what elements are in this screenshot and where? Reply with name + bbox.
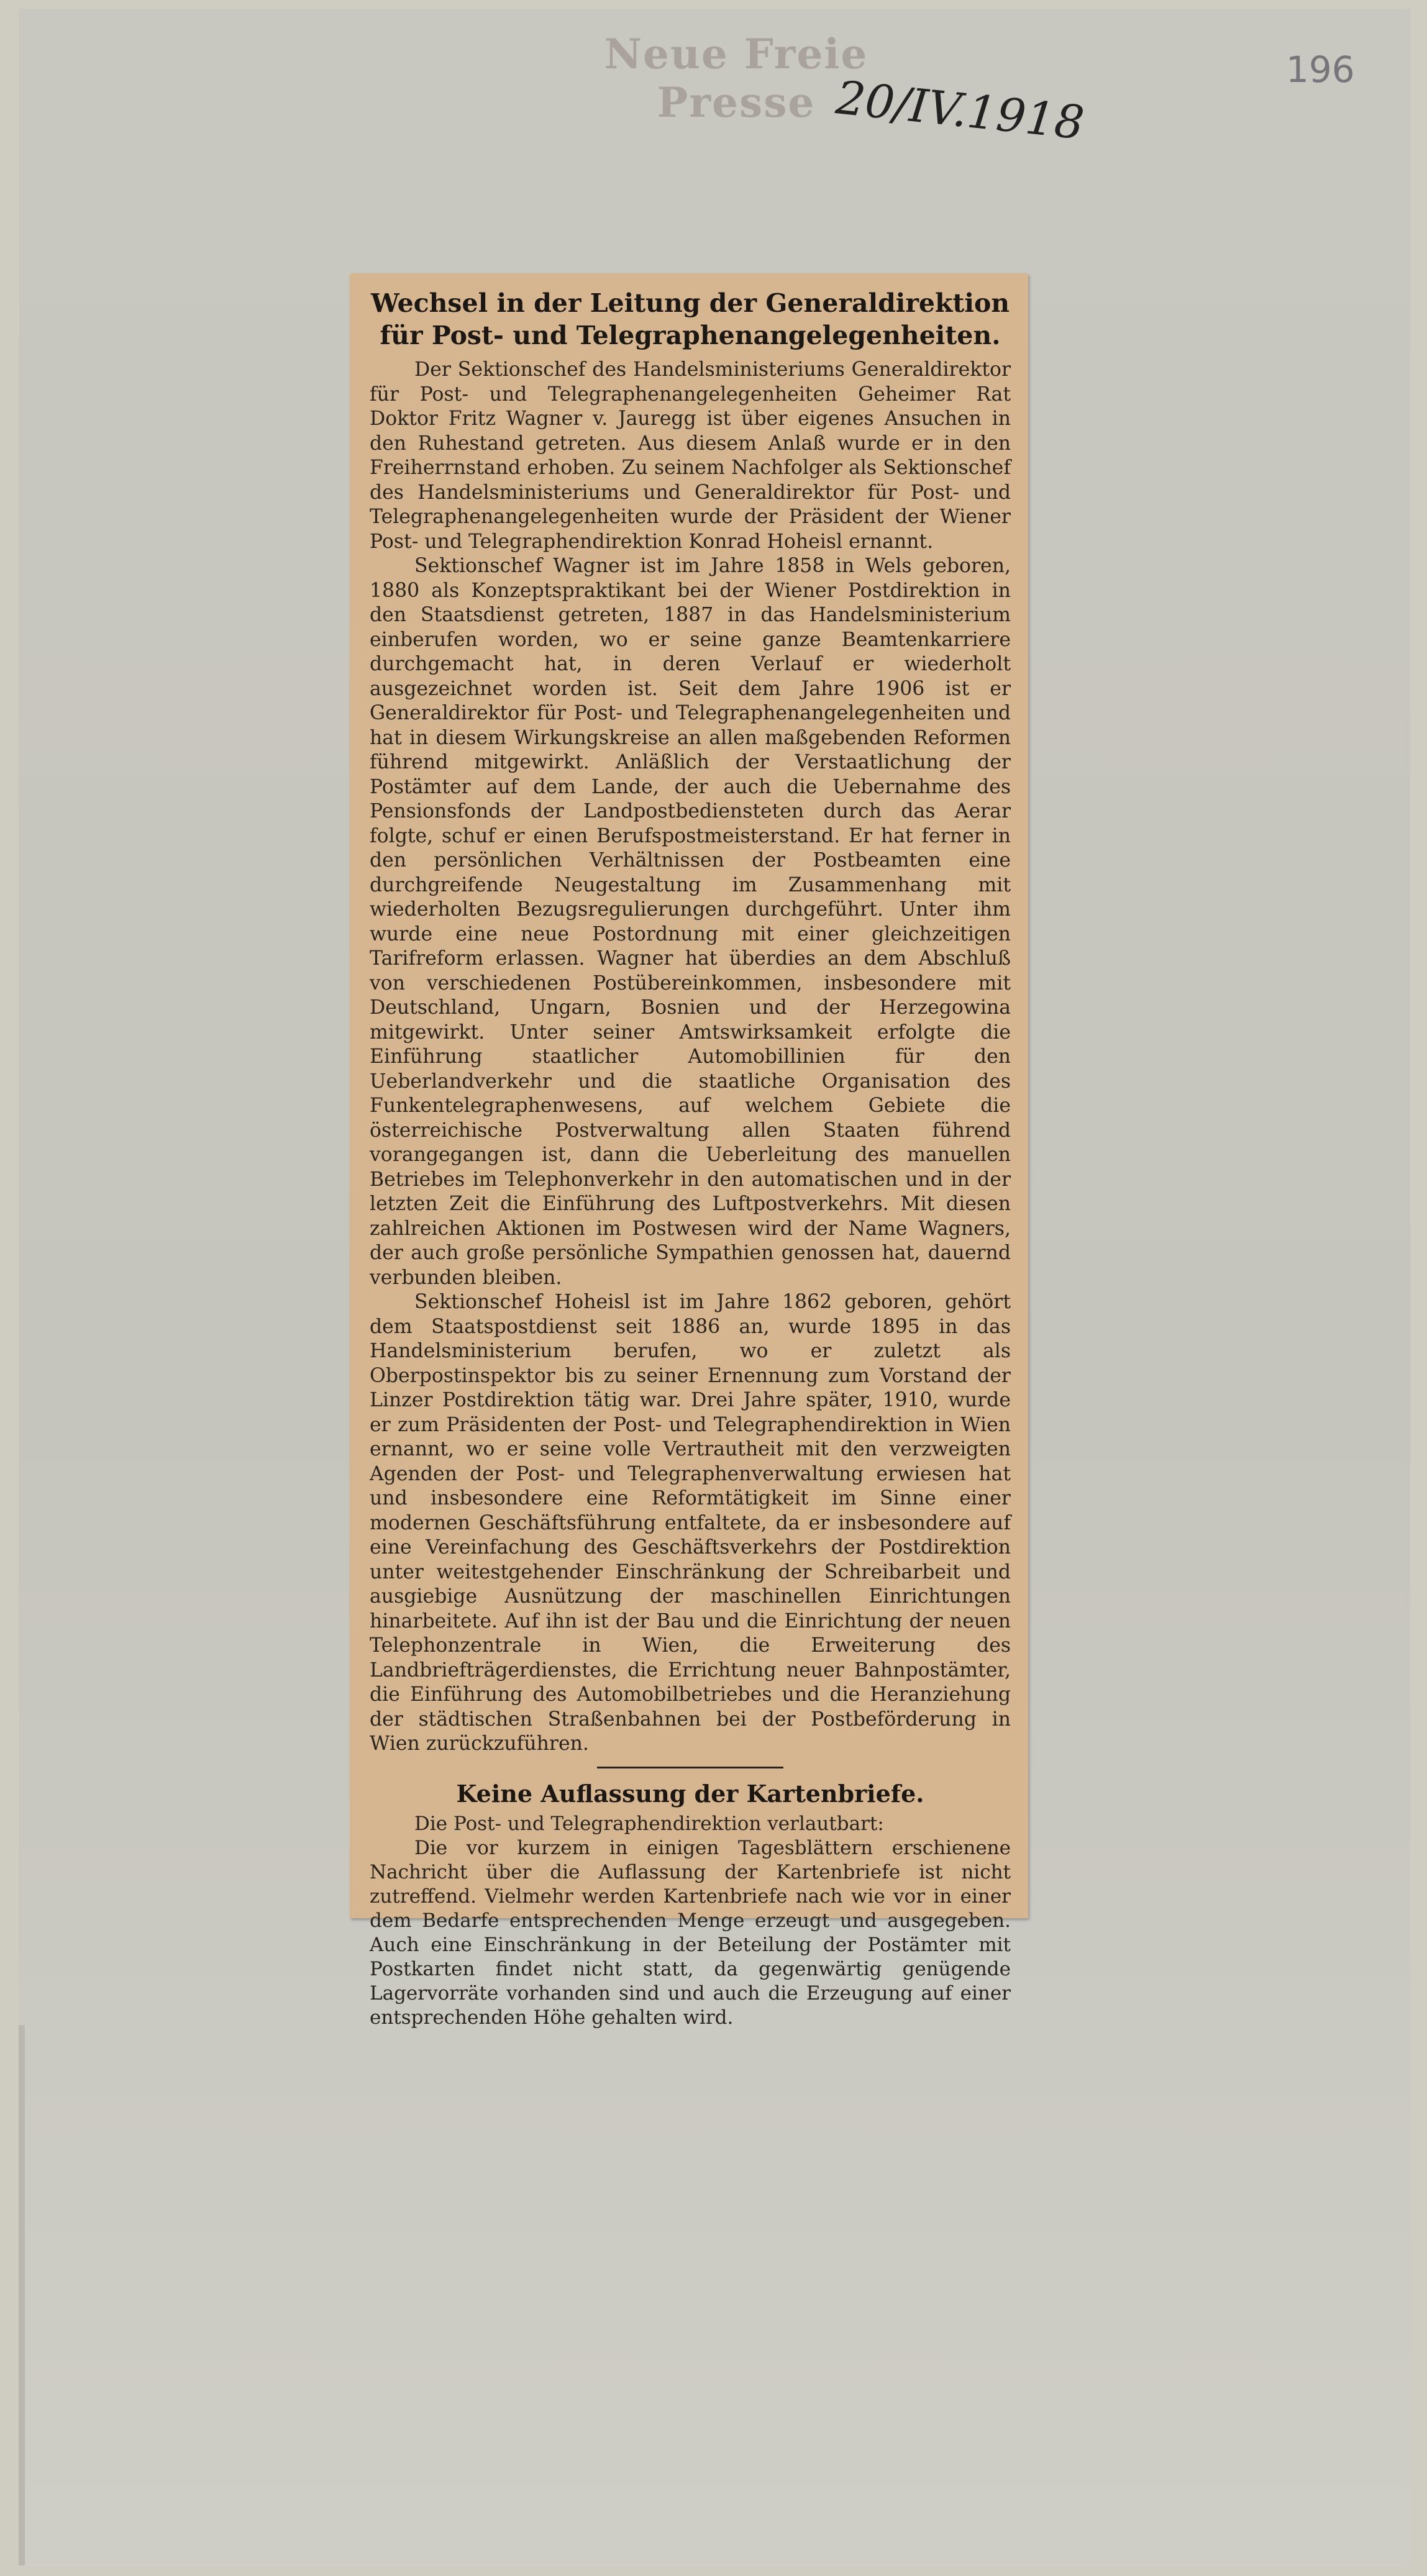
- article-paragraph: Der Sektionschef des Handelsministeriums Generaldirektor für Post- und Telegraphenangelegenheiten Geheimer Rat Doktor Fritz Wagner v. Jauregg ist über eigenes Ansuchen in den Ruhestand getreten. Aus diesem Anlaß wurde er in den Freiherrnstand erhoben. Zu seinem Nachfolger als Sektionschef des Handelsministeriums und Generaldirektor für Post- und Telegraphenangelegenheiten wurde der Präsident der Wiener Post- und Telegraphendirektion Konrad Hoheisl ernannt.: [370, 358, 1011, 553]
- page-edge: [19, 2025, 25, 2565]
- clipping-content: [370, 287, 1011, 2030]
- notice-headline: Keine Auflassung der Kartenbriefe.: [456, 1779, 924, 1808]
- article-paragraph: Sektionschef Hoheisl ist im Jahre 1862 geboren, gehört dem Staatspostdienst seit 1886 an, wurde 1895 in das Handelsministerium berufen, wo er zuletzt als Oberpostinspektor bis zu seiner Ernennung zum Vorstand der Linzer Postdirektion tätig war. Drei Jahre später, 1910, wurde er zum Präsidenten der Post- und Telegraphendirektion in Wien ernannt, wo er seine volle Vertrautheit mit den verzweigten Agenden der Post- und Telegraphenverwaltung erwiesen hat und insbesondere eine Reformtätigkeit im Sinne einer modernen Geschäftsführung entfaltete, da er insbesondere auf eine Vereinfachung des Geschäftsverkehrs der Postdirektion unter weitestgehender Einschränkung der Schreibarbeit und ausgiebige Ausnützung der maschinellen Einrichtungen hinarbeitete. Auf ihn ist der Bau und die Einrichtung der neuen Telephonzentrale in Wien, die Erweiterung des Landbriefträgerdienstes, die Errichtung neuer Bahnpostämter, die Einführung des Automobilbetriebes und die Heranziehung der städtischen Straßenbahnen bei der Postbeförderung in Wien zurückzuführen.: [370, 1291, 1011, 1755]
- notice-paragraph: Die vor kurzem in einigen Tagesblättern erschienene Nachricht über die Auflassung der Kartenbriefe ist nicht zutreffend. Vielmehr werden Kartenbriefe nach wie vor in einer dem Bedarfe entsprechenden Menge erzeugt und ausgegeben. Auch eine Einschränkung in der Beteilung der Postämter mit Postkarten findet nicht statt, da gegenwärtig genügende Lagervorräte vorhanden sind und auch die Erzeugung auf einer entsprechenden Höhe gehalten wird.: [370, 1836, 1011, 2029]
- article-paragraph: Sektionschef Wagner ist im Jahre 1858 in Wels geboren, 1880 als Konzeptspraktikant bei der Wiener Postdirektion in den Staatsdienst getreten, 1887 in das Handelsministerium einberufen worden, wo er seine ganze Beamtenkarriere durchgemacht hat, in deren Verlauf er wiederholt ausgezeichnet worden ist. Seit dem Jahre 1906 ist er Generaldirektor für Post- und Telegraphenangelegenheiten und hat in diesem Wirkungskreise an allen maßgebenden Reformen führend mitgewirkt. Anläßlich der Verstaatlichung der Postämter auf dem Lande, der auch die Uebernahme des Pensionsfonds der Landpostbediensteten durch das Aerar folgte, schuf er einen Berufspostmeisterstand. Er hat ferner in den persönlichen Verhältnissen der Postbeamten eine durchgreifende Neugestaltung im Zusammenhang mit wiederholten Bezugsregulierungen durchgeführt. Unter ihm wurde eine neue Postordnung mit einer gleichzeitigen Tarifreform erlassen. Wagner hat überdies an dem Abschluß von verschiedenen Postübereinkommen, insbesondere mit Deutschland, Ungarn, Bosnien und der Herzegowina mitgewirkt. Unter seiner Amtswirksamkeit erfolgte die Einführung staatlicher Automobillinien für den Ueberlandverkehr und die staatliche Organisation des Funkentelegraphenwesens, auf welchem Gebiete die österreichische Postverwaltung allen Staaten führend vorangegangen ist, dann die Ueberleitung des manuellen Betriebes im Telephonverkehr in den automatischen und in der letzten Zeit die Einführung des Luftpostverkehrs. Mit diesen zahlreichen Aktionen im Postwesen wird der Name Wagners, der auch große persönliche Sympathien genossen hat, dauernd verbunden bleiben.: [370, 555, 1011, 1289]
- handwritten-date: 20/IV.1918: [833, 71, 1087, 150]
- article-divider: [597, 1767, 783, 1768]
- newspaper-clipping: [350, 273, 1028, 2029]
- notice-paragraph: Die Post- und Telegraphendirektion verlautbart:: [414, 1812, 884, 1835]
- newspaper-stamp: Neue Freie Presse: [604, 30, 869, 127]
- page-number: 196: [1286, 48, 1355, 91]
- article-headline: Wechsel in der Leitung der Generaldirektion für Post- und Telegraphenangelegenheiten.: [370, 288, 1010, 350]
